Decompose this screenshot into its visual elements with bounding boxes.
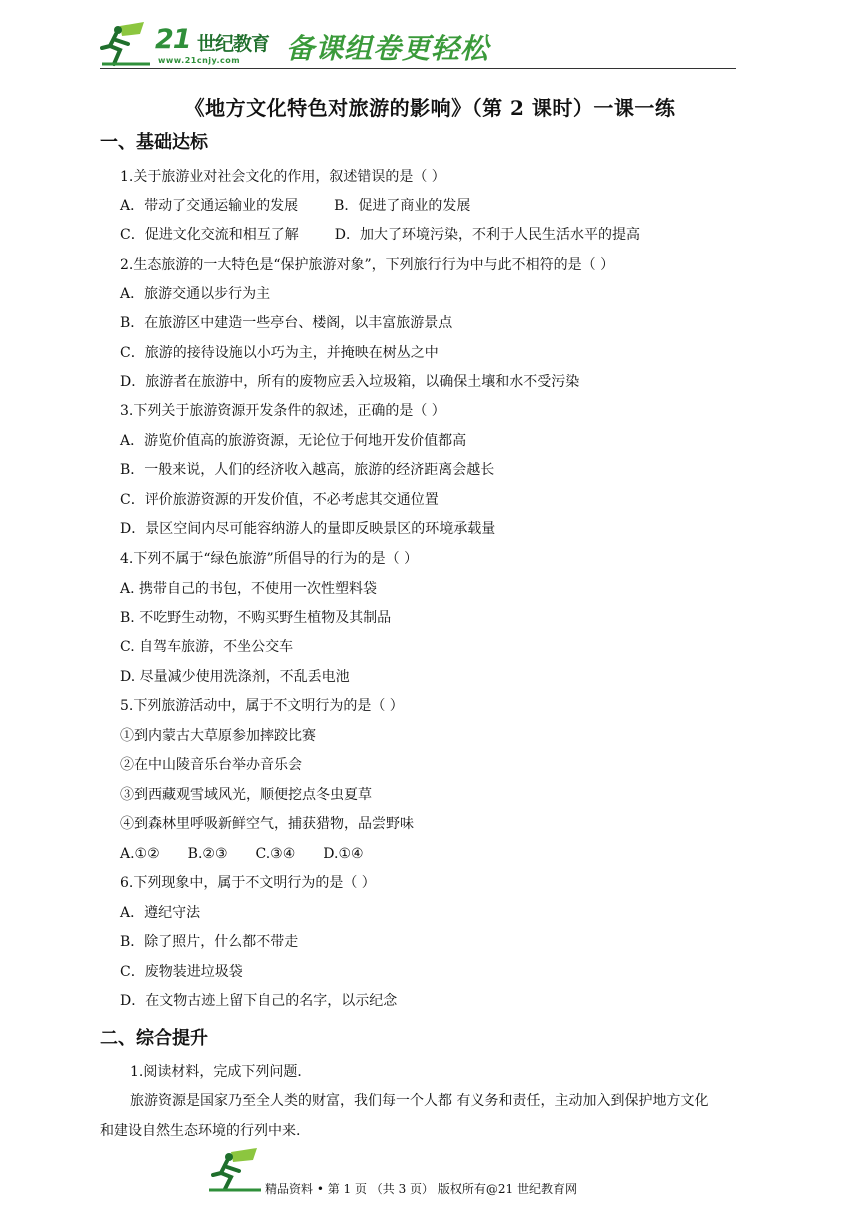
question-6-option-b: B．除了照片，什么都不带走 [120,934,299,950]
question-5-option-c: C.③④ [255,846,296,862]
question-5-option-b: B.②③ [187,846,228,862]
logo-text: 世纪教育 [197,33,270,55]
question-1-options-ab [120,197,470,215]
question-5-statement-3: ③到西藏观雪域风光，顺便挖点冬虫夏草 [120,787,372,803]
question-1-option-a: A．带动了交通运输业的发展 [120,198,299,214]
material-paragraph-line-1: 旅游资源是国家乃至全人类的财富，我们每一个人都 有义务和责任，主动加入到保护地方文化 [130,1093,709,1109]
question-3-option-d: D．景区空间内尽可能容纳游人的量即反映景区的环境承载量 [120,521,496,537]
question-5-statement-4: ④到森林里呼吸新鲜空气，捕获猎物，品尝野味 [120,816,414,832]
question-4-stem: 4.下列不属于“绿色旅游”所倡导的行为的是（ ） [120,551,419,567]
question-4-option-b: B. 不吃野生动物，不购买野生植物及其制品 [120,610,392,626]
question-2-stem: 2.生态旅游的一大特色是“保护旅游对象”，下列旅行行为中与此不相符的是（ ） [120,257,615,273]
question-4-option-c: C. 自驾车旅游，不坐公交车 [120,639,294,655]
logo-url: www.21cnjy.com [158,56,241,65]
question-2-option-b: B．在旅游区中建造一些亭台、楼阁，以丰富旅游景点 [120,315,453,331]
question-5-statement-2: ②在中山陵音乐台举办音乐会 [120,757,302,773]
question-5-option-d: D.①④ [323,846,364,862]
question-6-option-c: C．废物装进垃圾袋 [120,964,243,980]
question-3-option-c: C．评价旅游资源的开发价值，不必考虑其交通位置 [120,492,439,508]
question-1-stem: 1.关于旅游业对社会文化的作用，叙述错误的是（ ） [120,169,446,185]
header-slogan: 备课组卷更轻松 [286,32,490,65]
question-2-option-d: D．旅游者在旅游中，所有的废物应丢入垃圾箱，以确保土壤和水不受污染 [120,374,580,390]
section2-question-1-stem: 1.阅读材料，完成下列问题． [130,1064,312,1080]
question-5-stem: 5.下列旅游活动中，属于不文明行为的是（ ） [120,698,404,714]
section-heading-basic: 一、基础达标 [100,132,208,153]
page-header [100,18,736,72]
footer-text: 精品资料 • 第 1 页 （共 3 页） 版权所有@21 世纪教育网 [265,1182,577,1196]
question-5-statement-1: ①到内蒙古大草原参加摔跤比赛 [120,728,316,744]
question-4-option-d: D. 尽量减少使用洗涤剂，不乱丢电池 [120,669,350,685]
question-5-options [120,845,364,863]
runner-logo-icon [100,20,160,68]
footer-runner-logo-icon [205,1148,265,1194]
question-2-option-a: A．旅游交通以步行为主 [120,286,271,302]
question-1-option-d: D．加大了环境污染，不利于人民生活水平的提高 [334,227,640,243]
question-3-stem: 3.下列关于旅游资源开发条件的叙述，正确的是（ ） [120,403,446,419]
question-1-option-b: B．促进了商业的发展 [334,198,471,214]
question-2-option-c: C．旅游的接待设施以小巧为主，并掩映在树丛之中 [120,345,439,361]
question-5-option-a: A.①② [120,846,160,862]
section-heading-advanced: 二、综合提升 [100,1028,208,1049]
header-divider [100,68,736,69]
question-3-option-a: A．游览价值高的旅游资源，无论位于何地开发价值都高 [120,433,467,449]
question-6-option-a: A．遵纪守法 [120,905,201,921]
question-1-option-c: C．促进文化交流和相互了解 [120,227,299,243]
question-4-option-a: A. 携带自己的书包，不使用一次性塑料袋 [120,581,378,597]
logo-number: 21 [155,24,191,55]
question-3-option-b: B．一般来说，人们的经济收入越高，旅游的经济距离会越长 [120,462,495,478]
question-6-stem: 6.下列现象中，属于不文明行为的是（ ） [120,875,376,891]
question-1-options-cd [120,226,640,244]
material-paragraph-line-2: 和建设自然生态环境的行列中来. [100,1123,301,1139]
page-title: 《地方文化特色对旅游的影响》（第 2 课时）一课一练 [184,96,676,120]
question-6-option-d: D．在文物古迹上留下自己的名字，以示纪念 [120,993,398,1009]
